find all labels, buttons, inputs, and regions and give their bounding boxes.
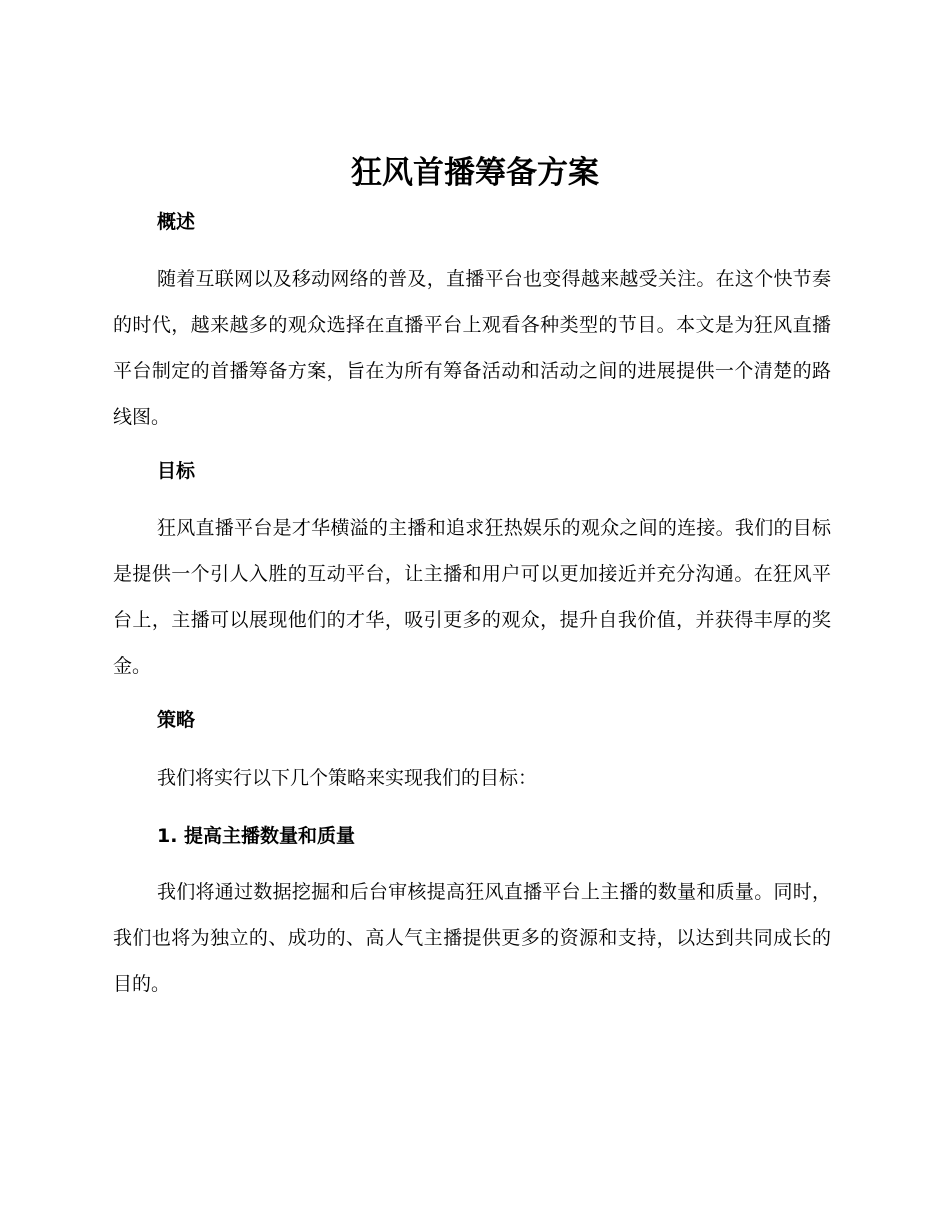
strategy-item-1-heading: 1. 提高主播数量和质量: [157, 825, 356, 847]
section-intro-strategy: 我们将实行以下几个策略来实现我们的目标：: [157, 767, 538, 789]
document-title: 狂风首播筹备方案: [351, 155, 599, 191]
section-heading-strategy: 策略: [157, 709, 196, 731]
section-heading-goal: 目标: [157, 460, 196, 482]
section-body-goal: 狂风直播平台是才华横溢的主播和追求狂热娱乐的观众之间的连接。我们的目标是提供一个引人入胜的互动平台，让主播和用户可以更加接近并充分沟通。在狂风平台上，主播可以展现他们的才华，吸引更多的观众，提升自我价值，并获得丰厚的奖金。: [113, 517, 831, 677]
section-heading-overview: 概述: [157, 211, 196, 233]
strategy-item-1-body: 我们将通过数据挖掘和后台审核提高狂风直播平台上主播的数量和质量。同时，我们也将为独立的、成功的、高人气主播提供更多的资源和支持，以达到共同成长的目的。: [113, 881, 831, 995]
section-body-overview: 随着互联网以及移动网络的普及，直播平台也变得越来越受关注。在这个快节奏的时代，越来越多的观众选择在直播平台上观看各种类型的节目。本文是为狂风直播平台制定的首播筹备方案，旨在为所有筹备活动和活动之间的进展提供一个清楚的路线图。: [113, 268, 831, 428]
